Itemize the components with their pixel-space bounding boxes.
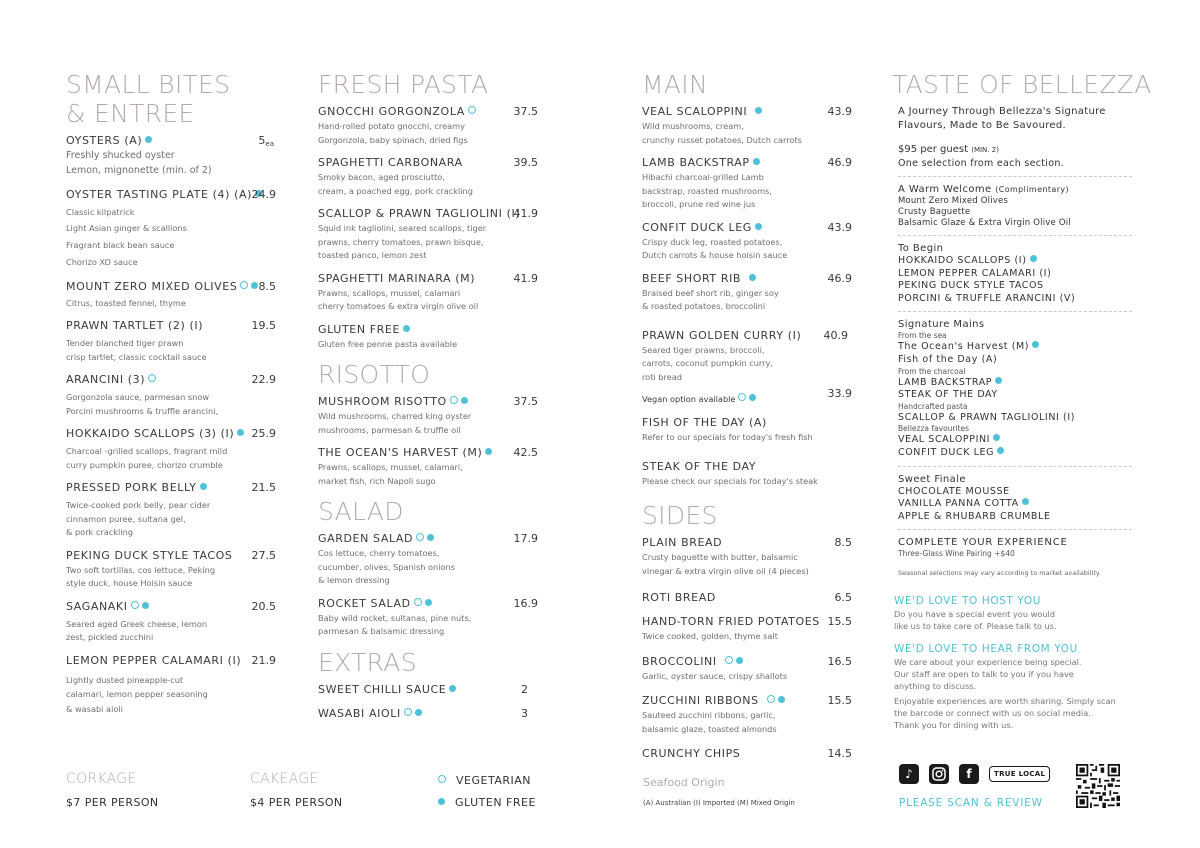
menu-item-hokkaido-scallops: HOKKAIDO SCALLOPS (3) (I) 25.9 Charcoal -grilled scallops, fragrant mild curry pumpkin puree, chorizo crumble	[66, 427, 276, 470]
menu-item-garden-salad: GARDEN SALAD 17.9 Cos lettuce, cherry tomatoes, cucumber, olives, Spanish onions & lemon dressing	[318, 532, 538, 585]
menu-item-fish-of-day: FISH OF THE DAY (A) Refer to our specials for today's fresh fish	[642, 416, 813, 442]
instagram-icon[interactable]	[929, 764, 949, 784]
main-title: MAIN	[642, 70, 708, 99]
gluten-free-icon	[438, 798, 445, 805]
sides-title: SIDES	[642, 501, 718, 530]
main-column	[642, 70, 852, 771]
gluten-free-icon	[415, 709, 422, 716]
menu-item-veal: VEAL SCALOPPINI 43.9 Wild mushrooms, cream, crunchy russet potatoes, Dutch carrots	[642, 105, 852, 145]
gluten-free-icon	[145, 136, 152, 143]
menu-item-arancini: ARANCINI (3) 22.9 Gorgonzola sauce, parmesan snow Porcini mushrooms & truffle arancini,	[66, 373, 276, 416]
gluten-free-icon	[993, 434, 1000, 441]
salad-title: SALAD	[318, 497, 404, 526]
menu-item-mushroom-risotto: MUSHROOM RISOTTO 37.5 Wild mushrooms, charred king oyster mushrooms, parmesan & truffle oil	[318, 395, 538, 435]
gluten-free-icon	[749, 394, 756, 401]
scan-review-label: PLEASE SCAN & REVIEW	[899, 797, 1043, 809]
gluten-free-icon	[425, 599, 432, 606]
gluten-free-icon	[1032, 341, 1039, 348]
gluten-free-icon	[997, 447, 1004, 454]
gluten-free-icon	[749, 274, 756, 281]
vegetarian-icon	[738, 393, 746, 401]
taste-complete: COMPLETE YOUR EXPERIENCE Three-Glass Wine Pairing +$40 Seasonal selections may vary according to market availability.	[898, 529, 1132, 584]
menu-item-oysters: OYSTERS (A) 5ea Freshly shucked oyster Lemon, mignonette (min. of 2)	[66, 134, 274, 176]
vegetarian-icon	[414, 598, 422, 606]
gluten-free-icon	[142, 602, 149, 609]
menu-item-marinara: SPAGHETTI MARINARA (M) 41.9 Prawns, scallops, mussel, calamari cherry tomatoes & extra virgin olive oil	[318, 271, 538, 311]
gluten-free-icon	[237, 429, 244, 436]
menu-item-oyster-tasting: OYSTER TASTING PLATE (4) (A) 24.9 Classic kilpatrick Light Asian ginger & scallions Fragrant black bean sauce Chorizo XO sauce	[66, 188, 276, 267]
gluten-free-icon	[403, 325, 410, 332]
small-bites-column	[66, 70, 276, 726]
menu-item-plain-bread: PLAIN BREAD 8.5 Crusty baguette with butter, balsamic vinegar & extra virgin olive oil (4 pieces)	[642, 536, 852, 576]
menu-item-fried-potatoes: HAND-TORN FRIED POTATOES 15.5 Twice cooked, golden, thyme salt	[642, 615, 852, 641]
menu-item-gnocchi: GNOCCHI GORGONZOLA 37.5 Hand-rolled potato gnocchi, creamy Gorgonzola, baby spinach, dried figs	[318, 105, 538, 145]
tiktok-icon[interactable]: ♪	[899, 764, 919, 784]
menu-item-zucchini: ZUCCHINI RIBBONS 15.5 Sauteed zucchini ribbons, garlic, balsamic glaze, toasted almonds	[642, 694, 852, 734]
cakeage: CAKEAGE $4 PER PERSON	[250, 771, 343, 809]
facebook-icon[interactable]: f	[959, 764, 979, 784]
taste-welcome: A Warm Welcome (Complimentary) Mount Zero Mixed Olives Crusty Baguette Balsamic Glaze & Extra Virgin Olive Oil	[898, 176, 1132, 235]
gluten-free-icon	[753, 158, 760, 165]
menu-item-steak-of-day: STEAK OF THE DAY Please check our specials for today's steak	[642, 459, 818, 486]
gluten-free-icon	[200, 483, 207, 490]
gluten-free-icon	[995, 377, 1002, 384]
vegetarian-icon	[725, 656, 733, 664]
menu-item-olives: MOUNT ZERO MIXED OLIVES 8.5 Citrus, toasted fennel, thyme	[66, 279, 276, 308]
gluten-free-icon	[736, 657, 743, 664]
corkage: CORKAGE $7 PER PERSON	[66, 771, 159, 809]
vegetarian-icon	[416, 533, 424, 541]
vegetarian-icon	[131, 601, 139, 609]
taste-finale: Sweet Finale CHOCOLATE MOUSSE VANILLA PANNA COTTA APPLE & RHUBARB CRUMBLE	[898, 466, 1132, 530]
vegetarian-icon	[404, 708, 412, 716]
extras-title: EXTRAS	[318, 647, 417, 677]
taste-column: TASTE OF BELLEZZA A Journey Through Bellezza's Signature Flavours, Made to Be Savoured. $95 per guest (MIN. 2) One selection from each section. A Warm Welcome (Complimentary) Mount Zero Mixed Olives Crusty Baguette Balsamic Glaze & Extra Virgin Olive Oil To Begin HOKKAIDO SCALLOPS (I) LEMON PEPPER CALAMARI (I) PEKING DUCK STYLE TACOS PORCINI & TRUFFLE ARANCINI (V) Signature Mains From the sea The Ocean's Harvest (M) Fish of the Day (A) From the charcoal LAMB BACKSTRAP STEAK OF THE DAY Handcrafted pasta SCALLOP & PRAWN TAGLIOLINI (I) Bellezza favourites VEAL SCALOPPINI CONFIT DUCK LEG Sweet Finale CHOCOLATE MOUSSE VANILLA PANNA COTTA APPLE & RHUBARB CRUMBLE COMPLETE YOUR EXPERIENCE Three-Glass Wine Pairing +$40 Seasonal selections may vary according to market availability. WE'D LOVE TO HOST YOU Do you have a special event you would like us to take care of. Please talk to us. WE'D LOVE TO HEAR FROM YOU We care about your experience being special. Our staff are open to talk to you if you have anything to discuss. Enjoyable experiences are worth sharing. Simply scan the barcode or connect with us on social media. Thank you for dining with us.	[892, 70, 1152, 731]
menu-item-short-rib: BEEF SHORT RIB 46.9 Braised beef short rib, ginger soy & roasted potatoes, broccolini	[642, 271, 852, 311]
gluten-free-icon	[778, 696, 785, 703]
menu-item-rocket-salad: ROCKET SALAD 16.9 Baby wild rocket, sultanas, pine nuts, parmesan & balsamic dressing	[318, 596, 538, 636]
pasta-column	[318, 70, 538, 731]
menu-item-chips: CRUNCHY CHIPS 14.5	[642, 747, 852, 760]
menu-item-prawn-tartlet: PRAWN TARTLET (2) (I) 19.5 Tender blanched tiger prawn crisp tartlet, classic cocktail sauce	[66, 319, 276, 362]
menu-item-broccolini: BROCCOLINI 16.5 Garlic, oyster sauce, crispy shallots	[642, 654, 852, 681]
vegetarian-icon	[240, 281, 248, 289]
menu-item-calamari: LEMON PEPPER CALAMARI (I) 21.9 Lightly dusted pineapple-cut calamari, lemon pepper seasoning & wasabi aioli	[66, 653, 276, 714]
social-icons	[899, 764, 1050, 784]
menu-item-sweet-chilli: SWEET CHILLI SAUCE 2	[318, 682, 528, 696]
gluten-free-icon	[755, 223, 762, 230]
seafood-origin: Seafood Origin (A) Australian (I) Imported (M) Mixed Origin	[643, 776, 795, 807]
menu-item-lamb: LAMB BACKSTRAP 46.9 Hibachi charcoal-grilled Lamb backstrap, roasted mushrooms, broccoli, prune red wine jus	[642, 156, 852, 209]
qr-code-icon[interactable]	[1076, 764, 1120, 808]
gluten-free-icon	[755, 107, 762, 114]
vegetarian-icon	[438, 775, 446, 783]
menu-item-tagliolini: SCALLOP & PRAWN TAGLIOLINI (I) 41.9 Squid ink tagliolini, seared scallops, tiger prawns, cherry tomatoes, prawn bisque, toasted panco, lemon zest	[318, 207, 538, 260]
pasta-title: FRESH PASTA	[318, 70, 489, 99]
gluten-free-icon	[485, 448, 492, 455]
vegetarian-icon	[450, 396, 458, 404]
menu-item-roti: ROTI BREAD 6.5	[642, 591, 852, 604]
small-bites-title: SMALL BITES & ENTREE	[66, 70, 231, 128]
taste-price: $95 per guest (MIN. 2)	[898, 144, 999, 155]
menu-item-saganaki: SAGANAKI 20.5 Seared aged Greek cheese, lemon zest, pickled zucchini	[66, 599, 276, 642]
menu-item-oceans-harvest: THE OCEAN'S HARVEST (M) 42.5 Prawns, scallops, mussel, calamari, market fish, rich Napoli sugo	[318, 446, 538, 486]
gluten-free-icon	[251, 282, 258, 289]
menu-item-golden-curry: PRAWN GOLDEN CURRY (I) 40.9 Seared tiger prawns, broccoli, carrots, coconut pumpkin curry, roti bread Vegan option available 33.9	[642, 328, 852, 404]
legend: VEGETARIAN GLUTEN FREE	[438, 770, 536, 814]
taste-mains: Signature Mains From the sea The Ocean's Harvest (M) Fish of the Day (A) From the charcoal LAMB BACKSTRAP STEAK OF THE DAY Handcrafted pasta SCALLOP & PRAWN TAGLIOLINI (I) Bellezza favourites VEAL SCALOPPINI CONFIT DUCK LEG	[898, 311, 1132, 465]
vegetarian-icon	[468, 106, 476, 114]
gluten-free-icon	[1022, 498, 1029, 505]
contact-block: WE'D LOVE TO HOST YOU Do you have a special event you would like us to take care of. Please talk to us. WE'D LOVE TO HEAR FROM YOU We care about your experience being special. Our staff are open to talk to you if you have anything to discuss. Enjoyable experiences are worth sharing. Simply scan the barcode or connect with us on social media. Thank you for dining with us.	[894, 595, 1116, 731]
menu-item-carbonara: SPAGHETTI CARBONARA 39.5 Smoky bacon, aged prosciutto, cream, a poached egg, pork crackling	[318, 156, 538, 196]
menu-item-duck-leg: CONFIT DUCK LEG 43.9 Crispy duck leg, roasted potatoes, Dutch carrots & house hoisin sauce	[642, 220, 852, 260]
gluten-free-icon	[1030, 255, 1037, 262]
gluten-free-icon	[461, 397, 468, 404]
taste-begin: To Begin HOKKAIDO SCALLOPS (I) LEMON PEPPER CALAMARI (I) PEKING DUCK STYLE TACOS PORCINI & TRUFFLE ARANCINI (V)	[898, 235, 1132, 311]
gluten-free-icon	[427, 534, 434, 541]
vegetarian-icon	[148, 374, 156, 382]
taste-intro: A Journey Through Bellezza's Signature Flavours, Made to Be Savoured.	[898, 106, 1106, 131]
menu-item-wasabi-aioli: WASABI AIOLI 3	[318, 706, 528, 720]
true-local-badge[interactable]: TRUE LOCAL	[989, 766, 1050, 782]
taste-title: TASTE OF BELLEZZA	[892, 70, 1152, 99]
vegetarian-icon	[767, 695, 775, 703]
menu-item-gluten-free-pasta: GLUTEN FREE Gluten free penne pasta available	[318, 322, 458, 349]
risotto-title: RISOTTO	[318, 360, 431, 389]
menu-item-pork-belly: PRESSED PORK BELLY 21.5 Twice-cooked pork belly, pear cider cinnamon puree, sultana gel, & pork crackling	[66, 481, 276, 537]
menu-item-duck-tacos: PEKING DUCK STYLE TACOS 27.5 Two soft tortillas, cos lettuce, Peking style duck, house Hoisin sauce	[66, 548, 276, 588]
gluten-free-icon	[449, 685, 456, 692]
